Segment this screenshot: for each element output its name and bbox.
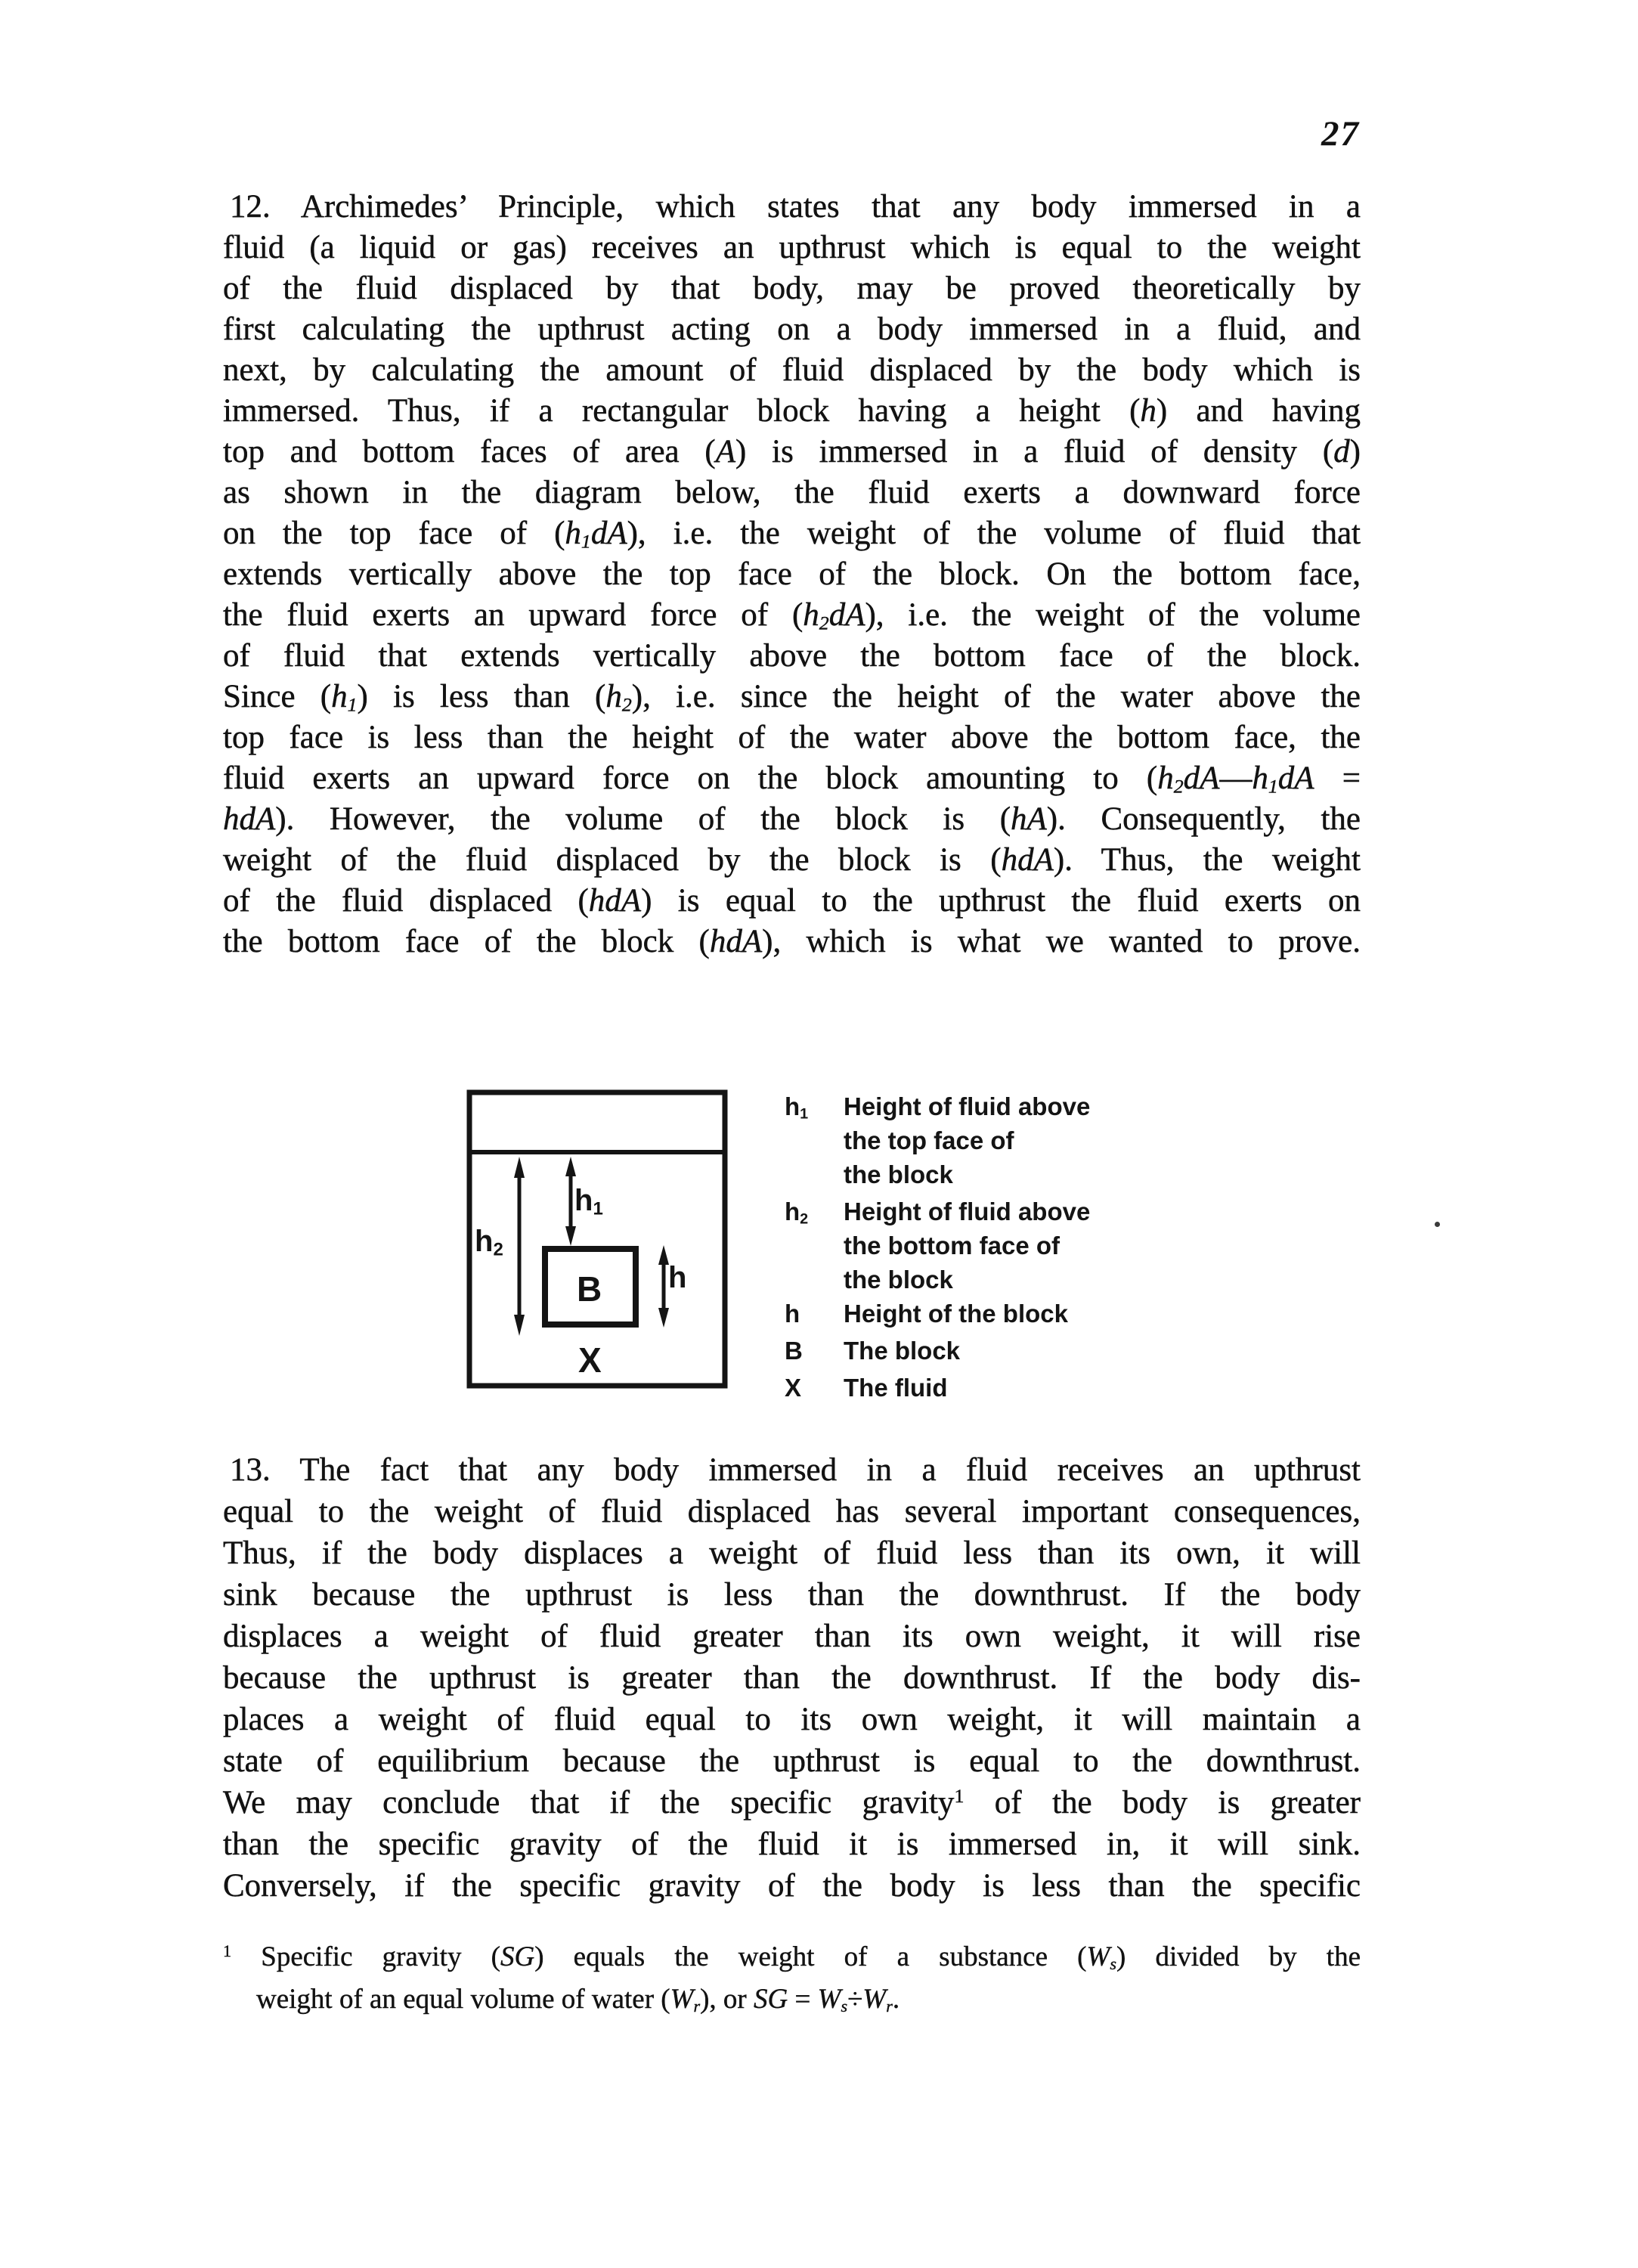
text-line: Thus, if the body displaces a weight of fluid less than its own, it will [223, 1535, 1361, 1571]
text-line: Conversely, if the specific gravity of the body is less than the specific [223, 1868, 1361, 1904]
legend-row [785, 1297, 1314, 1331]
legend-text: Height of the block [844, 1300, 1068, 1328]
legend-text: The block [844, 1337, 961, 1365]
text-line: on the top face of $(h_1dA)$, i.e. the weight of the volume of fluid that [223, 516, 1361, 553]
legend-symbol: B [785, 1337, 803, 1365]
text-line: fluid (a liquid or gas) receives an upthrust which is equal to the weight [223, 230, 1361, 265]
h-diagram-label: h [668, 1261, 687, 1294]
text-line: Since $(h_1)$ is less than $(h_2)$, i.e. since the height of the water above the [223, 679, 1361, 716]
legend-symbol: $h_1$ [785, 1092, 809, 1123]
scan-speck [1435, 1222, 1440, 1227]
text-line: $^1$ Specific gravity (SG) equals the weight of a substance $(W_s)$ divided by the [223, 1941, 1361, 1973]
text-line: equal to the weight of fluid displaced has several important consequences, [223, 1494, 1361, 1529]
legend-symbol: X [785, 1374, 802, 1402]
block-label: B [577, 1269, 602, 1309]
h2-diagram-label: $h_2$ [475, 1225, 503, 1260]
text-line: fluid exerts an upward force on the block amounting to ($h_2dA—h_1dA$ = [223, 761, 1361, 798]
text-line: of fluid that extends vertically above the bottom face of the block. [223, 638, 1361, 674]
text-line: top and bottom faces of area (A) is immersed in a fluid of density (d) [223, 434, 1361, 469]
h-arrow [658, 1245, 669, 1328]
text-line: hdA). However, the volume of the block is (hA). Consequently, the [223, 801, 1361, 837]
text-line: We may conclude that if the specific gravity$^1$ of the body is greater [223, 1784, 1361, 1820]
paragraph-12 [223, 187, 1361, 962]
h2-arrow [514, 1157, 525, 1336]
text-line: weight of the fluid displaced by the block is (hdA). Thus, the weight [223, 842, 1361, 878]
legend-text: The fluid [844, 1374, 948, 1402]
text-line: weight of an equal volume of water $(W_r)$, or SG = $W_s\div W_r$. [256, 1984, 900, 2015]
text-line: because the upthrust is greater than the downthrust. If the body dis- [223, 1660, 1361, 1696]
text-line: of the fluid displaced by that body, may be proved theoretically by [223, 271, 1361, 306]
text-line: first calculating the upthrust acting on a body immersed in a fluid, and [223, 311, 1361, 347]
text-line: sink because the upthrust is less than the downthrust. If the body [223, 1577, 1361, 1613]
text-line: displaces a weight of fluid greater than its own weight, it will rise [223, 1619, 1361, 1654]
legend-symbol: h [785, 1300, 800, 1328]
text-line: than the specific gravity of the fluid it is immersed in, it will sink. [223, 1826, 1361, 1862]
legend-row [785, 1334, 1314, 1368]
diagram-legend [785, 1089, 1314, 1405]
text-line: state of equilibrium because the upthrust is equal to the downthrust. [223, 1743, 1361, 1779]
text-line: the bottom face of the block (hdA), which is what we wanted to prove. [223, 924, 1361, 959]
legend-symbol: $h_2$ [785, 1198, 809, 1228]
fluid-label: X [578, 1340, 602, 1380]
text-line: next, by calculating the amount of fluid displaced by the body which is [223, 352, 1361, 388]
text-line: of the fluid displaced (hdA) is equal to the upthrust the fluid exerts on [223, 883, 1361, 919]
legend-row [785, 1194, 1314, 1297]
paragraph-13 [223, 1449, 1361, 1907]
footnote [223, 1936, 1361, 2021]
text-line: top face is less than the height of the water above the bottom face, the [223, 720, 1361, 755]
text-line: places a weight of fluid equal to its own weight, it will maintain a [223, 1702, 1361, 1737]
text-line: the fluid exerts an upward force of $(h_2dA)$, i.e. the weight of the volume [223, 597, 1361, 634]
legend-row [785, 1089, 1314, 1191]
legend-text: Height of fluid above the bottom face of the block [844, 1198, 1091, 1294]
legend-text: Height of fluid above the top face of the block [844, 1092, 1091, 1188]
page-number: 27 [1321, 114, 1360, 153]
text-line: as shown in the diagram below, the fluid exerts a downward force [223, 475, 1361, 510]
legend-row [785, 1371, 1314, 1405]
text-line: immersed. Thus, if a rectangular block having a height (h) and having [223, 393, 1361, 429]
text-line: 12. Archimedes’ Principle, which states that any body immersed in a [230, 189, 1361, 225]
text-line: extends vertically above the top face of the block. On the bottom face, [223, 556, 1361, 592]
text-line: 13. The fact that any body immersed in a fluid receives an upthrust [230, 1452, 1361, 1488]
h1-diagram-label: $h_1$ [574, 1184, 603, 1219]
